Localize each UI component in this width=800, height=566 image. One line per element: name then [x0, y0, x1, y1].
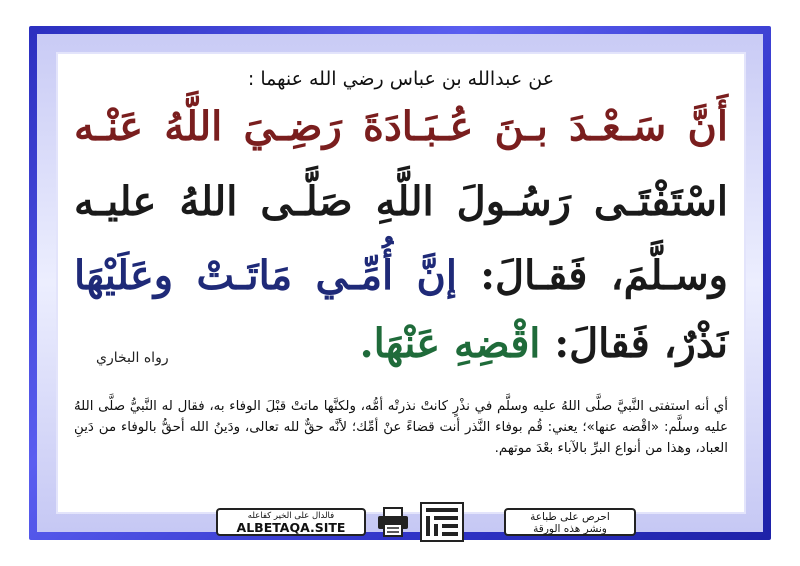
hadith-line-4-answer: اقْضِهِ عَنْهَا. — [359, 320, 541, 367]
hadith-line-4 — [74, 320, 728, 367]
print-share-line-1: احرص على طباعة — [530, 511, 610, 523]
albetaqa-logo-icon — [420, 502, 464, 542]
hadith-line-3-speech: وسـلَّمَ، فَقـالَ: — [456, 252, 729, 299]
website-badge[interactable] — [216, 508, 366, 536]
hadith-line-4-speech: نَذْرٌ، فَقالَ: — [540, 320, 728, 367]
hadith-line-3-quote: إنَّ أُمِّـي مَاتَـتْ وعَلَيْهَا — [74, 252, 457, 299]
hadith-line-1: أَنَّ سَـعْـدَ بـنَ عُـبَـادَةَ رَضِـيَ اللَّهُ عَنْـه — [74, 103, 728, 150]
hadith-line-2: اسْتَفْتَـى رَسُـولَ اللَّهِ صَلَّـى اللهُ عليـه — [74, 178, 728, 225]
narrator-intro: عن عبدالله بن عباس رضي الله عنهما : — [247, 68, 555, 90]
footer-banner — [216, 502, 636, 542]
hadith-line-3 — [74, 252, 729, 299]
website-link[interactable]: ALBETAQA.SITE — [236, 520, 346, 535]
printer-icon — [376, 506, 410, 538]
print-share-line-2: ونشر هذه الورقة — [533, 523, 607, 535]
print-share-badge — [504, 508, 636, 536]
slogan-text: فالدال على الخير كفاعله — [247, 511, 335, 521]
hadith-explanation: أي أنه استفتى النَّبيَّ صلَّى اللهُ عليه وسلَّم في نذْرٍ كانتْ نذرتْه أمُّه، ولكنَّها ماتتْ قبْلَ الوفاء به، فقال له النَّبيُّ صلَّى اللهُ عليه وسلَّم: «اقْضه عنها»؛ يعني: قُم بوفاء النَّذر أنت قضاءً عنْ أمِّك؛ لأنَّه حقٌّ لله تعالى، ودَينُ الله أحقُّ بالوفاء من دَينِ العباد، وهذا من أنواع البرِّ بالآباء بعْدَ موتهم. — [74, 399, 728, 456]
hadith-card — [56, 52, 746, 535]
hadith-source: رواه البخاري — [96, 350, 169, 366]
